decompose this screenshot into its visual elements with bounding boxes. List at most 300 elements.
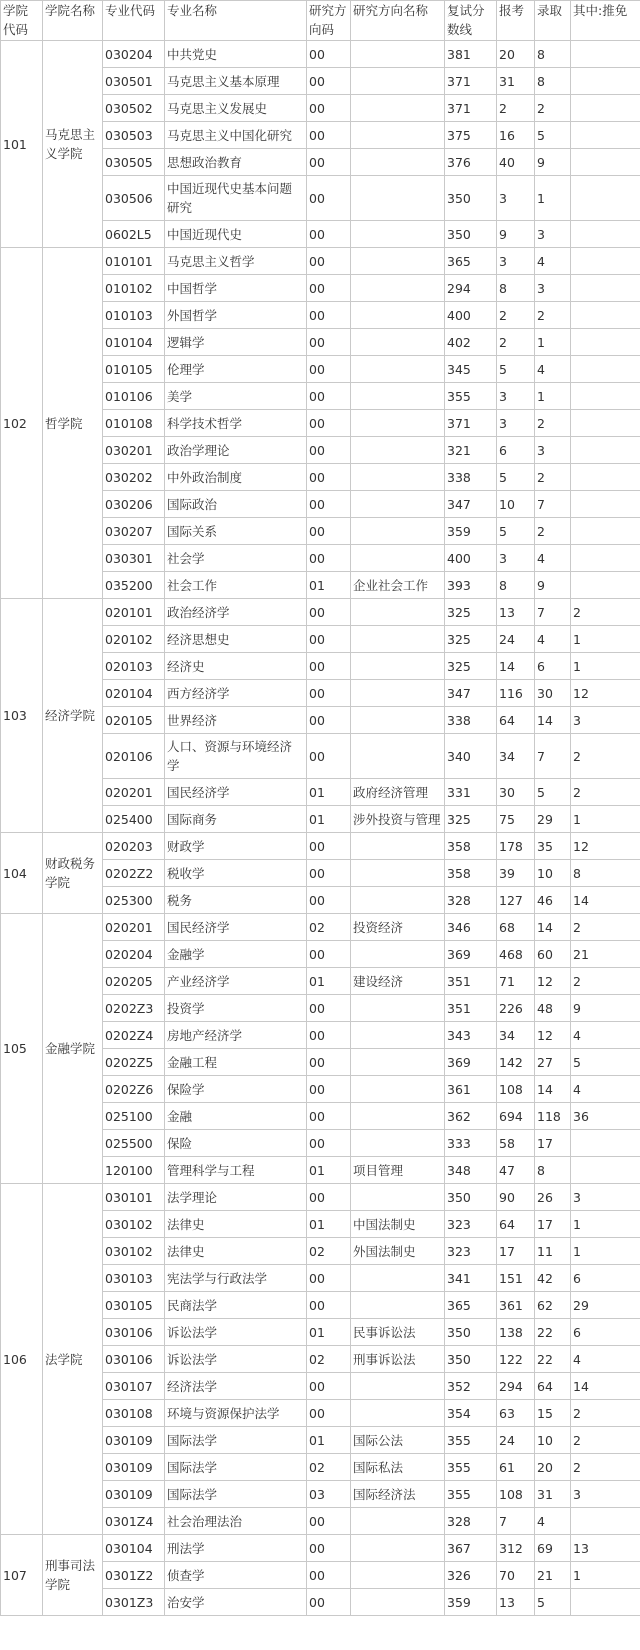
- score-cell: 323: [445, 1238, 497, 1265]
- applicants-cell: 24: [497, 626, 535, 653]
- exempt-cell: [571, 464, 640, 491]
- score-cell: 325: [445, 806, 497, 833]
- major-name-cell: 马克思主义中国化研究: [165, 122, 307, 149]
- direction-name-cell: 涉外投资与管理: [351, 806, 445, 833]
- exempt-cell: [571, 383, 640, 410]
- score-cell: 321: [445, 437, 497, 464]
- direction-name-cell: [351, 176, 445, 221]
- score-cell: 371: [445, 95, 497, 122]
- applicants-cell: 468: [497, 941, 535, 968]
- applicants-cell: 108: [497, 1076, 535, 1103]
- college-name-cell: 哲学院: [43, 248, 103, 599]
- major-code-cell: 120100: [103, 1157, 165, 1184]
- score-cell: 367: [445, 1535, 497, 1562]
- score-cell: 354: [445, 1400, 497, 1427]
- direction-code-cell: 00: [307, 122, 351, 149]
- direction-name-cell: 民事诉讼法: [351, 1319, 445, 1346]
- applicants-cell: 13: [497, 599, 535, 626]
- direction-name-cell: [351, 275, 445, 302]
- major-code-cell: 030207: [103, 518, 165, 545]
- exempt-cell: 21: [571, 941, 640, 968]
- direction-name-cell: [351, 1508, 445, 1535]
- direction-code-cell: 00: [307, 680, 351, 707]
- direction-name-cell: [351, 248, 445, 275]
- score-cell: 350: [445, 1319, 497, 1346]
- applicants-cell: 61: [497, 1454, 535, 1481]
- college-name-cell: 刑事司法学院: [43, 1535, 103, 1616]
- major-code-cell: 030503: [103, 122, 165, 149]
- applicants-cell: 58: [497, 1130, 535, 1157]
- direction-name-cell: [351, 1076, 445, 1103]
- major-code-cell: 030108: [103, 1400, 165, 1427]
- direction-name-cell: [351, 599, 445, 626]
- exempt-cell: 8: [571, 860, 640, 887]
- direction-name-cell: 国际公法: [351, 1427, 445, 1454]
- major-name-cell: 社会治理法治: [165, 1508, 307, 1535]
- direction-code-cell: 00: [307, 221, 351, 248]
- applicants-cell: 68: [497, 914, 535, 941]
- direction-name-cell: [351, 707, 445, 734]
- applicants-cell: 34: [497, 1022, 535, 1049]
- applicants-cell: 7: [497, 1508, 535, 1535]
- direction-name-cell: [351, 1535, 445, 1562]
- direction-code-cell: 00: [307, 1103, 351, 1130]
- major-name-cell: 刑法学: [165, 1535, 307, 1562]
- admitted-cell: 17: [535, 1211, 571, 1238]
- direction-code-cell: 01: [307, 806, 351, 833]
- direction-name-cell: 外国法制史: [351, 1238, 445, 1265]
- direction-name-cell: [351, 518, 445, 545]
- table-row: [1, 833, 640, 860]
- direction-code-cell: 00: [307, 356, 351, 383]
- exempt-cell: 12: [571, 680, 640, 707]
- score-cell: 341: [445, 1265, 497, 1292]
- major-name-cell: 金融: [165, 1103, 307, 1130]
- score-cell: 350: [445, 1346, 497, 1373]
- applicants-cell: 116: [497, 680, 535, 707]
- admitted-cell: 14: [535, 1076, 571, 1103]
- table-row: [1, 1184, 640, 1211]
- college-code-cell: 107: [1, 1535, 43, 1616]
- exempt-cell: [571, 149, 640, 176]
- exempt-cell: [571, 1157, 640, 1184]
- score-cell: 359: [445, 518, 497, 545]
- direction-code-cell: 01: [307, 779, 351, 806]
- major-name-cell: 国际关系: [165, 518, 307, 545]
- score-cell: 340: [445, 734, 497, 779]
- score-cell: 359: [445, 1589, 497, 1616]
- direction-code-cell: 00: [307, 545, 351, 572]
- applicants-cell: 3: [497, 176, 535, 221]
- major-name-cell: 环境与资源保护法学: [165, 1400, 307, 1427]
- header-cell: 复试分数线: [445, 1, 497, 41]
- exempt-cell: 9: [571, 995, 640, 1022]
- direction-code-cell: 00: [307, 329, 351, 356]
- exempt-cell: [571, 1508, 640, 1535]
- major-name-cell: 产业经济学: [165, 968, 307, 995]
- applicants-cell: 151: [497, 1265, 535, 1292]
- major-code-cell: 010101: [103, 248, 165, 275]
- major-code-cell: 020102: [103, 626, 165, 653]
- direction-code-cell: 02: [307, 914, 351, 941]
- admitted-cell: 12: [535, 968, 571, 995]
- direction-name-cell: [351, 68, 445, 95]
- admitted-cell: 62: [535, 1292, 571, 1319]
- direction-name-cell: 建设经济: [351, 968, 445, 995]
- score-cell: 351: [445, 968, 497, 995]
- major-code-cell: 0301Z3: [103, 1589, 165, 1616]
- direction-code-cell: 00: [307, 1130, 351, 1157]
- exempt-cell: [571, 329, 640, 356]
- major-code-cell: 010106: [103, 383, 165, 410]
- major-code-cell: 0202Z2: [103, 860, 165, 887]
- admitted-cell: 2: [535, 518, 571, 545]
- direction-code-cell: 00: [307, 1184, 351, 1211]
- major-code-cell: 030506: [103, 176, 165, 221]
- major-name-cell: 财政学: [165, 833, 307, 860]
- major-name-cell: 经济思想史: [165, 626, 307, 653]
- direction-code-cell: 01: [307, 1427, 351, 1454]
- admitted-cell: 2: [535, 410, 571, 437]
- admitted-cell: 118: [535, 1103, 571, 1130]
- score-cell: 347: [445, 491, 497, 518]
- exempt-cell: 12: [571, 833, 640, 860]
- direction-code-cell: 00: [307, 1049, 351, 1076]
- direction-name-cell: [351, 383, 445, 410]
- exempt-cell: 1: [571, 1211, 640, 1238]
- admitted-cell: 4: [535, 356, 571, 383]
- admitted-cell: 3: [535, 221, 571, 248]
- score-cell: 323: [445, 1211, 497, 1238]
- direction-code-cell: 00: [307, 437, 351, 464]
- major-code-cell: 010103: [103, 302, 165, 329]
- major-name-cell: 中国哲学: [165, 275, 307, 302]
- major-code-cell: 010104: [103, 329, 165, 356]
- major-code-cell: 025500: [103, 1130, 165, 1157]
- direction-code-cell: 00: [307, 860, 351, 887]
- exempt-cell: [571, 410, 640, 437]
- major-name-cell: 国际法学: [165, 1427, 307, 1454]
- applicants-cell: 8: [497, 275, 535, 302]
- major-code-cell: 0301Z2: [103, 1562, 165, 1589]
- direction-code-cell: 01: [307, 1211, 351, 1238]
- major-name-cell: 诉讼法学: [165, 1319, 307, 1346]
- applicants-cell: 63: [497, 1400, 535, 1427]
- major-name-cell: 诉讼法学: [165, 1346, 307, 1373]
- exempt-cell: [571, 1130, 640, 1157]
- major-code-cell: 0202Z3: [103, 995, 165, 1022]
- direction-code-cell: 00: [307, 518, 351, 545]
- admitted-cell: 8: [535, 41, 571, 68]
- score-cell: 355: [445, 1427, 497, 1454]
- direction-code-cell: 00: [307, 941, 351, 968]
- admitted-cell: 7: [535, 734, 571, 779]
- direction-name-cell: [351, 1589, 445, 1616]
- applicants-cell: 3: [497, 248, 535, 275]
- exempt-cell: 1: [571, 653, 640, 680]
- direction-name-cell: [351, 1130, 445, 1157]
- major-name-cell: 马克思主义发展史: [165, 95, 307, 122]
- score-cell: 345: [445, 356, 497, 383]
- applicants-cell: 3: [497, 545, 535, 572]
- admitted-cell: 7: [535, 599, 571, 626]
- direction-code-cell: 00: [307, 833, 351, 860]
- major-name-cell: 世界经济: [165, 707, 307, 734]
- direction-code-cell: 00: [307, 995, 351, 1022]
- direction-name-cell: [351, 1400, 445, 1427]
- applicants-cell: 312: [497, 1535, 535, 1562]
- direction-code-cell: 00: [307, 1508, 351, 1535]
- direction-name-cell: [351, 437, 445, 464]
- exempt-cell: 14: [571, 887, 640, 914]
- applicants-cell: 8: [497, 572, 535, 599]
- score-cell: 365: [445, 248, 497, 275]
- major-code-cell: 030109: [103, 1481, 165, 1508]
- major-name-cell: 伦理学: [165, 356, 307, 383]
- table-body: [1, 41, 640, 1616]
- exempt-cell: 2: [571, 914, 640, 941]
- admitted-cell: 9: [535, 572, 571, 599]
- admitted-cell: 20: [535, 1454, 571, 1481]
- direction-name-cell: [351, 545, 445, 572]
- direction-code-cell: 00: [307, 1400, 351, 1427]
- major-code-cell: 030502: [103, 95, 165, 122]
- direction-name-cell: [351, 41, 445, 68]
- direction-name-cell: [351, 860, 445, 887]
- exempt-cell: [571, 545, 640, 572]
- score-cell: 376: [445, 149, 497, 176]
- exempt-cell: [571, 68, 640, 95]
- major-code-cell: 030105: [103, 1292, 165, 1319]
- direction-code-cell: 00: [307, 464, 351, 491]
- major-name-cell: 外国哲学: [165, 302, 307, 329]
- applicants-cell: 71: [497, 968, 535, 995]
- table-header-row: [1, 1, 640, 41]
- score-cell: 346: [445, 914, 497, 941]
- direction-name-cell: [351, 680, 445, 707]
- admitted-cell: 17: [535, 1130, 571, 1157]
- applicants-cell: 5: [497, 356, 535, 383]
- direction-code-cell: 00: [307, 707, 351, 734]
- major-name-cell: 治安学: [165, 1589, 307, 1616]
- direction-name-cell: [351, 653, 445, 680]
- exempt-cell: 2: [571, 734, 640, 779]
- score-cell: 347: [445, 680, 497, 707]
- admitted-cell: 69: [535, 1535, 571, 1562]
- score-cell: 343: [445, 1022, 497, 1049]
- exempt-cell: 4: [571, 1346, 640, 1373]
- score-cell: 400: [445, 545, 497, 572]
- direction-code-cell: 00: [307, 410, 351, 437]
- applicants-cell: 142: [497, 1049, 535, 1076]
- admitted-cell: 26: [535, 1184, 571, 1211]
- exempt-cell: [571, 491, 640, 518]
- major-code-cell: 020201: [103, 779, 165, 806]
- direction-name-cell: [351, 995, 445, 1022]
- major-name-cell: 投资学: [165, 995, 307, 1022]
- major-code-cell: 0202Z4: [103, 1022, 165, 1049]
- major-code-cell: 020101: [103, 599, 165, 626]
- score-cell: 326: [445, 1562, 497, 1589]
- admitted-cell: 2: [535, 302, 571, 329]
- exempt-cell: 2: [571, 1427, 640, 1454]
- direction-code-cell: 00: [307, 1589, 351, 1616]
- admitted-cell: 1: [535, 383, 571, 410]
- table-row: [1, 599, 640, 626]
- exempt-cell: 2: [571, 1454, 640, 1481]
- major-code-cell: 030109: [103, 1454, 165, 1481]
- admitted-cell: 3: [535, 275, 571, 302]
- direction-name-cell: [351, 1265, 445, 1292]
- exempt-cell: [571, 41, 640, 68]
- major-name-cell: 马克思主义基本原理: [165, 68, 307, 95]
- direction-code-cell: 00: [307, 68, 351, 95]
- admitted-cell: 21: [535, 1562, 571, 1589]
- exempt-cell: 4: [571, 1076, 640, 1103]
- direction-name-cell: [351, 734, 445, 779]
- header-cell: 报考: [497, 1, 535, 41]
- direction-name-cell: [351, 464, 445, 491]
- major-name-cell: 美学: [165, 383, 307, 410]
- major-code-cell: 030206: [103, 491, 165, 518]
- admitted-cell: 14: [535, 914, 571, 941]
- admitted-cell: 27: [535, 1049, 571, 1076]
- direction-code-cell: 01: [307, 968, 351, 995]
- header-cell: 学院名称: [43, 1, 103, 41]
- major-code-cell: 030102: [103, 1211, 165, 1238]
- college-code-cell: 102: [1, 248, 43, 599]
- major-name-cell: 税收学: [165, 860, 307, 887]
- score-cell: 350: [445, 221, 497, 248]
- major-code-cell: 030106: [103, 1346, 165, 1373]
- major-name-cell: 中国近现代史: [165, 221, 307, 248]
- exempt-cell: 14: [571, 1373, 640, 1400]
- major-code-cell: 010102: [103, 275, 165, 302]
- applicants-cell: 90: [497, 1184, 535, 1211]
- college-code-cell: 103: [1, 599, 43, 833]
- score-cell: 358: [445, 860, 497, 887]
- applicants-cell: 30: [497, 779, 535, 806]
- score-cell: 402: [445, 329, 497, 356]
- direction-name-cell: 中国法制史: [351, 1211, 445, 1238]
- admitted-cell: 7: [535, 491, 571, 518]
- major-name-cell: 政治经济学: [165, 599, 307, 626]
- applicants-cell: 64: [497, 1211, 535, 1238]
- direction-code-cell: 01: [307, 1319, 351, 1346]
- score-cell: 350: [445, 1184, 497, 1211]
- admitted-cell: 6: [535, 653, 571, 680]
- admitted-cell: 30: [535, 680, 571, 707]
- score-cell: 358: [445, 833, 497, 860]
- score-cell: 352: [445, 1373, 497, 1400]
- exempt-cell: 29: [571, 1292, 640, 1319]
- header-cell: 学院代码: [1, 1, 43, 41]
- exempt-cell: [571, 95, 640, 122]
- score-cell: 333: [445, 1130, 497, 1157]
- direction-name-cell: [351, 941, 445, 968]
- major-code-cell: 0202Z6: [103, 1076, 165, 1103]
- admitted-cell: 10: [535, 860, 571, 887]
- applicants-cell: 39: [497, 860, 535, 887]
- admitted-cell: 1: [535, 176, 571, 221]
- admitted-cell: 8: [535, 68, 571, 95]
- direction-code-cell: 00: [307, 887, 351, 914]
- major-code-cell: 030102: [103, 1238, 165, 1265]
- major-code-cell: 010105: [103, 356, 165, 383]
- exempt-cell: [571, 122, 640, 149]
- exempt-cell: [571, 437, 640, 464]
- admitted-cell: 11: [535, 1238, 571, 1265]
- applicants-cell: 2: [497, 302, 535, 329]
- direction-name-cell: [351, 302, 445, 329]
- exempt-cell: 5: [571, 1049, 640, 1076]
- major-name-cell: 宪法学与行政法学: [165, 1265, 307, 1292]
- applicants-cell: 226: [497, 995, 535, 1022]
- score-cell: 361: [445, 1076, 497, 1103]
- college-name-cell: 马克思主义学院: [43, 41, 103, 248]
- score-cell: 325: [445, 653, 497, 680]
- table-row: [1, 1535, 640, 1562]
- major-code-cell: 030202: [103, 464, 165, 491]
- admitted-cell: 22: [535, 1346, 571, 1373]
- score-cell: 328: [445, 887, 497, 914]
- applicants-cell: 31: [497, 68, 535, 95]
- major-code-cell: 030106: [103, 1319, 165, 1346]
- score-cell: 355: [445, 1481, 497, 1508]
- score-cell: 393: [445, 572, 497, 599]
- major-name-cell: 中共党史: [165, 41, 307, 68]
- direction-name-cell: [351, 329, 445, 356]
- direction-code-cell: 00: [307, 1535, 351, 1562]
- admitted-cell: 5: [535, 1589, 571, 1616]
- direction-code-cell: 00: [307, 491, 351, 518]
- direction-code-cell: 02: [307, 1238, 351, 1265]
- score-cell: 355: [445, 1454, 497, 1481]
- table-row: [1, 914, 640, 941]
- major-name-cell: 侦查学: [165, 1562, 307, 1589]
- score-cell: 325: [445, 626, 497, 653]
- score-cell: 355: [445, 383, 497, 410]
- direction-code-cell: 00: [307, 149, 351, 176]
- score-cell: 371: [445, 410, 497, 437]
- exempt-cell: [571, 248, 640, 275]
- direction-name-cell: [351, 221, 445, 248]
- admitted-cell: 15: [535, 1400, 571, 1427]
- score-cell: 348: [445, 1157, 497, 1184]
- applicants-cell: 40: [497, 149, 535, 176]
- major-name-cell: 经济史: [165, 653, 307, 680]
- major-code-cell: 030501: [103, 68, 165, 95]
- admitted-cell: 2: [535, 464, 571, 491]
- score-cell: 294: [445, 275, 497, 302]
- major-code-cell: 030104: [103, 1535, 165, 1562]
- direction-name-cell: 国际私法: [351, 1454, 445, 1481]
- major-code-cell: 025300: [103, 887, 165, 914]
- major-code-cell: 020104: [103, 680, 165, 707]
- admitted-cell: 31: [535, 1481, 571, 1508]
- admitted-cell: 5: [535, 779, 571, 806]
- direction-code-cell: 00: [307, 626, 351, 653]
- major-code-cell: 030101: [103, 1184, 165, 1211]
- major-code-cell: 030505: [103, 149, 165, 176]
- major-code-cell: 020205: [103, 968, 165, 995]
- score-cell: 328: [445, 1508, 497, 1535]
- direction-code-cell: 02: [307, 1346, 351, 1373]
- header-cell: 研究方向码: [307, 1, 351, 41]
- admitted-cell: 22: [535, 1319, 571, 1346]
- direction-code-cell: 00: [307, 1022, 351, 1049]
- direction-name-cell: [351, 149, 445, 176]
